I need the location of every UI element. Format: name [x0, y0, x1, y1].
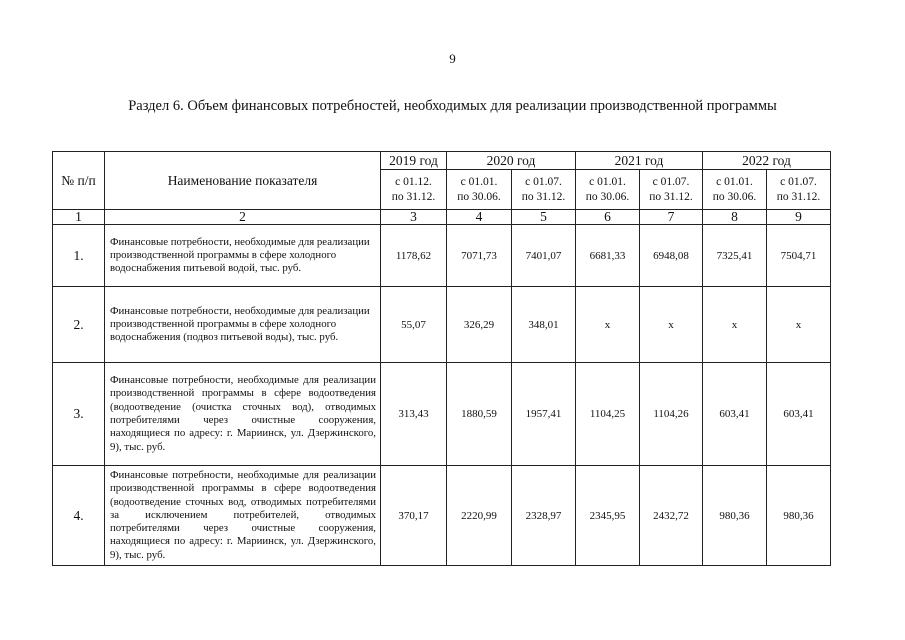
- value-cell: 348,01: [512, 287, 576, 363]
- value-cell: 1880,59: [447, 363, 512, 466]
- value-cell: 2432,72: [640, 466, 703, 566]
- name-column-header: Наименование показателя: [105, 152, 381, 210]
- value-cell: 55,07: [381, 287, 447, 363]
- value-cell: х: [703, 287, 767, 363]
- column-number: 4: [447, 210, 512, 225]
- value-cell: х: [640, 287, 703, 363]
- indicator-name: Финансовые потребности, необходимые для реализации производственной программы в сфере холодного водоснабжения питьевой водой, тыс. руб.: [105, 225, 381, 287]
- period-header: с 01.07. по 31.12.: [512, 170, 576, 210]
- financial-needs-table: [52, 151, 831, 566]
- column-number: 7: [640, 210, 703, 225]
- value-cell: 7401,07: [512, 225, 576, 287]
- table-row: [53, 287, 831, 363]
- section-title: Раздел 6. Объем финансовых потребностей, необходимых для реализации производственной программы: [128, 98, 777, 114]
- column-number: 1: [53, 210, 105, 225]
- period-header: с 01.01. по 30.06.: [703, 170, 767, 210]
- value-cell: 7071,73: [447, 225, 512, 287]
- page-number: 9: [449, 51, 456, 66]
- value-cell: 2220,99: [447, 466, 512, 566]
- year-header-2020: 2020 год: [447, 152, 576, 170]
- table-row: [53, 225, 831, 287]
- value-cell: 603,41: [767, 363, 831, 466]
- value-cell: 2345,95: [576, 466, 640, 566]
- value-cell: х: [576, 287, 640, 363]
- column-number: 8: [703, 210, 767, 225]
- year-header-2021: 2021 год: [576, 152, 703, 170]
- column-number: 9: [767, 210, 831, 225]
- column-number: 3: [381, 210, 447, 225]
- period-header: с 01.01. по 30.06.: [447, 170, 512, 210]
- column-number: 2: [105, 210, 381, 225]
- row-index: 3.: [53, 363, 105, 466]
- period-header: с 01.07. по 31.12.: [767, 170, 831, 210]
- row-index: 1.: [53, 225, 105, 287]
- value-cell: 603,41: [703, 363, 767, 466]
- row-index: 4.: [53, 466, 105, 566]
- year-header-2019: 2019 год: [381, 152, 447, 170]
- index-column-header: № п/п: [53, 152, 105, 210]
- column-number-row: [53, 210, 831, 225]
- value-cell: 980,36: [767, 466, 831, 566]
- table-row: [53, 466, 831, 566]
- value-cell: 2328,97: [512, 466, 576, 566]
- value-cell: 980,36: [703, 466, 767, 566]
- value-cell: 7325,41: [703, 225, 767, 287]
- indicator-name: Финансовые потребности, необходимые для реализации производственной программы в сфере водоотведения (водоотведение (очистка сточных вод), отводимых потребителями через очистные сооружения, находящиеся по адресу: г. Мариинск, ул. Дзержинского, 9), тыс. руб.: [105, 363, 381, 466]
- value-cell: х: [767, 287, 831, 363]
- value-cell: 326,29: [447, 287, 512, 363]
- value-cell: 313,43: [381, 363, 447, 466]
- period-header: с 01.12. по 31.12.: [381, 170, 447, 210]
- value-cell: 6948,08: [640, 225, 703, 287]
- column-number: 6: [576, 210, 640, 225]
- value-cell: 1957,41: [512, 363, 576, 466]
- value-cell: 1104,26: [640, 363, 703, 466]
- header-year-row: [53, 152, 831, 170]
- value-cell: 1178,62: [381, 225, 447, 287]
- year-header-2022: 2022 год: [703, 152, 831, 170]
- indicator-name: Финансовые потребности, необходимые для реализации производственной программы в сфере холодного водоснабжения (подвоз питьевой воды), тыс. руб.: [105, 287, 381, 363]
- value-cell: 370,17: [381, 466, 447, 566]
- value-cell: 7504,71: [767, 225, 831, 287]
- indicator-name: Финансовые потребности, необходимые для реализации производственной программы в сфере водоотведения (водоотведение сточных вод, отводимых потребителями за исключением потребителей, отводимых потребителями через очистные сооружения, находящиеся по адресу: г. Мариинск, ул. Дзержинского, 9), тыс. руб.: [105, 466, 381, 566]
- period-header: с 01.07. по 31.12.: [640, 170, 703, 210]
- column-number: 5: [512, 210, 576, 225]
- period-header: с 01.01. по 30.06.: [576, 170, 640, 210]
- value-cell: 1104,25: [576, 363, 640, 466]
- row-index: 2.: [53, 287, 105, 363]
- table-row: [53, 363, 831, 466]
- value-cell: 6681,33: [576, 225, 640, 287]
